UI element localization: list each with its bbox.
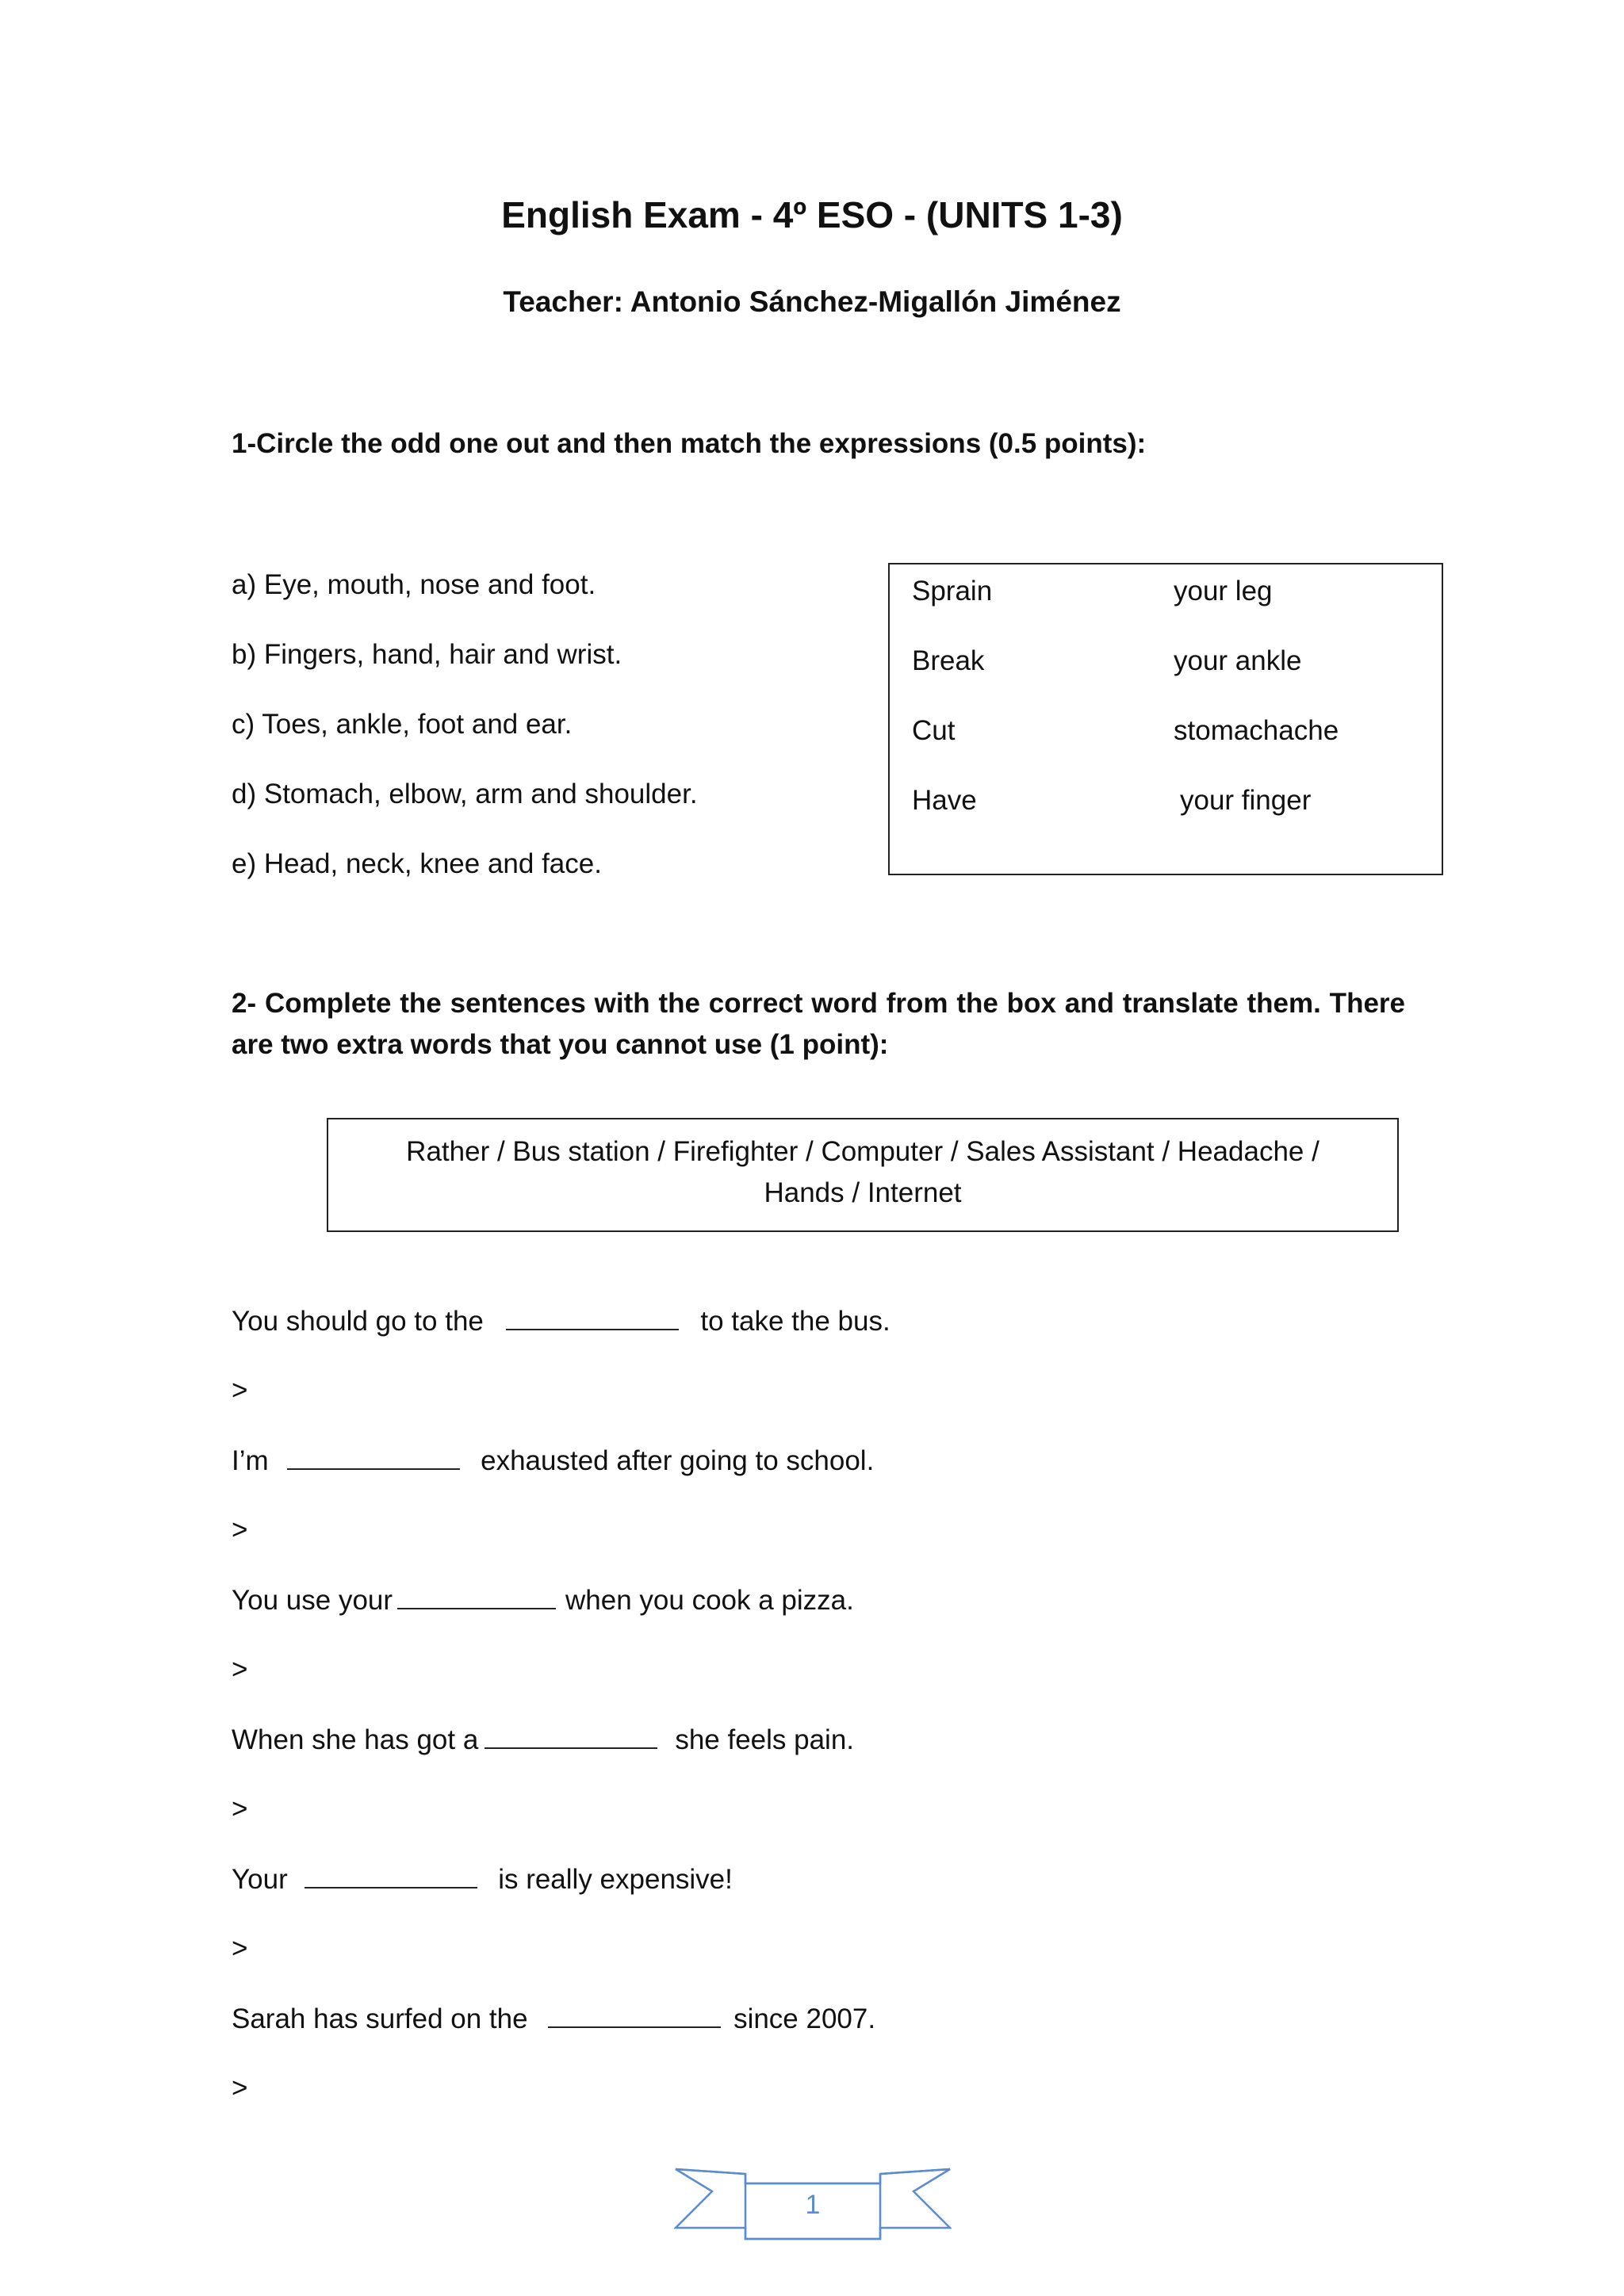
sentence-end: exhausted after going to school. xyxy=(481,1445,875,1476)
q1-item-e: e) Head, neck, knee and face. xyxy=(232,848,602,879)
sentence-start: Sarah has surfed on the xyxy=(232,2003,528,2034)
answer-blank[interactable] xyxy=(397,1584,556,1609)
match-verb: Sprain xyxy=(912,576,993,607)
teacher-name: Teacher: Antonio Sánchez-Migallón Jiménez xyxy=(503,285,1121,318)
page-number: 1 xyxy=(805,2190,821,2220)
answer-line-3[interactable]: > xyxy=(232,1654,248,1685)
q1-heading: 1-Circle the odd one out and then match the expressions (0.5 points): xyxy=(232,428,1147,459)
sentence-5 xyxy=(232,1863,733,1896)
page-number-banner xyxy=(674,2163,952,2250)
q1-item-d: d) Stomach, elbow, arm and shoulder. xyxy=(232,779,698,809)
answer-blank[interactable] xyxy=(506,1305,679,1330)
q1-item-c: c) Toes, ankle, foot and ear. xyxy=(232,709,573,740)
sentence-end: is really expensive! xyxy=(498,1864,733,1895)
match-box xyxy=(888,563,1443,875)
match-phrase: stomachache xyxy=(1174,715,1339,746)
sentence-3 xyxy=(232,1584,854,1617)
q1-item-b: b) Fingers, hand, hair and wrist. xyxy=(232,639,622,670)
answer-line-4[interactable]: > xyxy=(232,1793,248,1824)
answer-line-1[interactable]: > xyxy=(232,1375,248,1406)
sentence-6 xyxy=(232,2003,875,2035)
word-box xyxy=(327,1118,1399,1232)
sentence-end: to take the bus. xyxy=(700,1306,891,1337)
match-phrase: your leg xyxy=(1174,576,1273,607)
exam-title: English Exam - 4º ESO - (UNITS 1-3) xyxy=(501,194,1123,235)
word-box-line: Rather / Bus station / Firefighter / Computer / Sales Assistant / Headache / xyxy=(406,1136,1320,1167)
sentence-4 xyxy=(232,1724,854,1756)
answer-line-6[interactable]: > xyxy=(232,2072,248,2103)
match-phrase: your finger xyxy=(1180,785,1312,816)
answer-line-5[interactable]: > xyxy=(232,1933,248,1964)
answer-blank[interactable] xyxy=(304,1863,477,1888)
answer-line-2[interactable]: > xyxy=(232,1514,248,1545)
match-verb: Have xyxy=(912,785,977,816)
sentence-end: when you cook a pizza. xyxy=(565,1585,854,1616)
q1-item-a: a) Eye, mouth, nose and foot. xyxy=(232,569,596,600)
sentence-start: Your xyxy=(232,1864,288,1895)
sentence-end: she feels pain. xyxy=(675,1724,855,1755)
match-verb: Cut xyxy=(912,715,956,746)
answer-blank[interactable] xyxy=(287,1445,460,1470)
sentence-start: You use your xyxy=(232,1585,393,1616)
sentence-start: I’m xyxy=(232,1445,269,1476)
answer-blank[interactable] xyxy=(485,1724,657,1749)
sentence-start: When she has got a xyxy=(232,1724,479,1755)
q2-heading: 2- Complete the sentences with the correct word from the box and translate them. There are two extra words that you cannot use (1 point): xyxy=(232,988,1405,1060)
word-box-line: Hands / Internet xyxy=(764,1177,962,1208)
sentence-start: You should go to the xyxy=(232,1306,484,1337)
match-phrase: your ankle xyxy=(1174,645,1302,676)
sentence-end: since 2007. xyxy=(733,2003,876,2034)
sentence-1 xyxy=(232,1305,891,1337)
sentence-2 xyxy=(232,1445,874,1477)
match-verb: Break xyxy=(912,645,985,676)
answer-blank[interactable] xyxy=(548,2003,721,2028)
